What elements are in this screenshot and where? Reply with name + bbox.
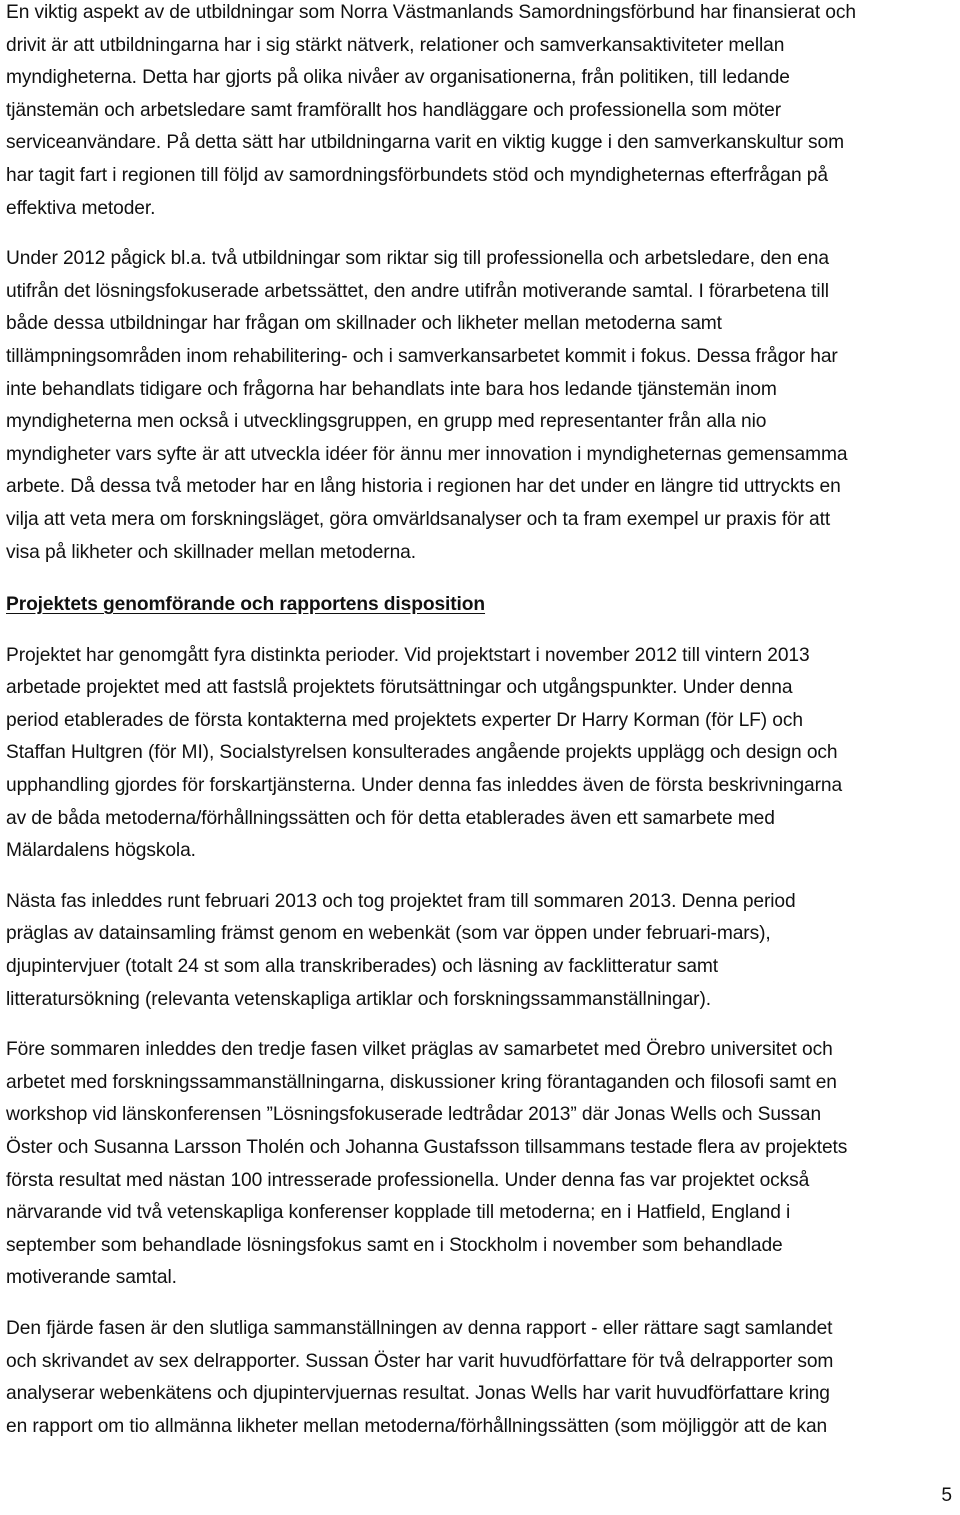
section-heading: Projektets genomförande och rapportens disposition — [6, 594, 486, 616]
body-paragraph: Under 2012 pågick bl.a. två utbildningar som riktar sig till professionella och arbetsledare, den ena utifrån det lösningsfokuserade arbetssättet, den andre utifrån motiverande samtal. I förarbetena till både dessa utbildningar har frågan om skillnader och likheter mellan metoderna samt tillämpningsområden inom rehabilitering- och i samverkansarbetet kommit i fokus. Dessa frågor har inte behandlats tidigare och frågorna har behandlats inte bara hos ledande tjänstemän inom myndigheterna men också i utvecklingsgruppen, en grupp med representanter från alla nio myndigheter vars syfte är att utveckla idéer för ännu mer innovation i myndigheternas gemensamma arbete. Då dessa två metoder har en lång historia i regionen har det under en längre tid uttryckts en vilja att veta mera om forskningsläget, göra omvärldsanalyser och ta fram exempel ur praxis för att visa på likheter och skillnader mellan metoderna. — [6, 248, 848, 563]
document-page — [6, 0, 954, 1443]
body-paragraph: En viktig aspekt av de utbildningar som Norra Västmanlands Samordningsförbund har finansierat och drivit är att utbildningarna har i sig stärkt nätverk, relationer och samverkansaktiviteter mellan myndigheterna. Detta har gjorts på olika nivåer av organisationerna, från politiken, till ledande tjänstemän och arbetsledare samt framförallt hos handläggare och professionella som möter serviceanvändare. På detta sätt har utbildningarna varit en viktig kugge i den samverkanskultur som har tagit fart i regionen till följd av samordningsförbundets stöd och myndigheternas efterfrågan på effektiva metoder. — [6, 2, 856, 219]
body-paragraph: Projektet har genomgått fyra distinkta perioder. Vid projektstart i november 2012 till vintern 2013 arbetade projektet med att fastslå projektets förutsättningar och utgångspunkter. Under denna period etablerades de första kontakterna med projektets experter Dr Harry Korman (för LF) och Staffan Hultgren (för MI), Socialstyrelsen konsulterades angående projekts upplägg och design och upphandling gjordes för forskartjänsterna. Under denna fas inleddes även de första beskrivningarna av de båda metoderna/förhållningssätten och för detta etablerades även ett samarbete med Mälardalens högskola. — [6, 644, 843, 862]
page-number: 5 — [941, 1485, 952, 1506]
body-paragraph: Nästa fas inleddes runt februari 2013 och tog projektet fram till sommaren 2013. Denna period präglas av datainsamling främst genom en webenkät (som var öppen under februari-mars), djupintervjuer (totalt 24 st som alla transkriberades) och läsning av facklitteratur samt litteratursökning (relevanta vetenskapliga artiklar och forskningssammanställningar). — [6, 890, 796, 1010]
body-paragraph: Före sommaren inleddes den tredje fasen vilket präglas av samarbetet med Örebro universitet och arbetet med forskningssammanställningarna, diskussioner kring förantaganden och filosofi samt en workshop vid länskonferensen ”Lösningsfokuserade ledtrådar 2013” där Jonas Wells och Sussan Öster och Susanna Larsson Tholén och Johanna Gustafsson tillsammans testade flera av projektets första resultat med nästan 100 intresserade professionella. Under denna fas var projektet också närvarande vid två vetenskapliga konferenser kopplade till metoderna; en i Hatfield, England i september som behandlade lösningsfokus samt en i Stockholm i november som behandlade motiverande samtal. — [6, 1039, 848, 1289]
body-paragraph: Den fjärde fasen är den slutliga sammanställningen av denna rapport - eller rättare sagt samlandet och skrivandet av sex delrapporter. Sussan Öster har varit huvudförfattare för två delrapporter som analyserar webenkätens och djupintervjuernas resultat. Jonas Wells har varit huvudförfattare kring en rapport om tio allmänna likheter mellan metoderna/förhållningssätten (som möjliggör att de kan — [6, 1317, 834, 1437]
